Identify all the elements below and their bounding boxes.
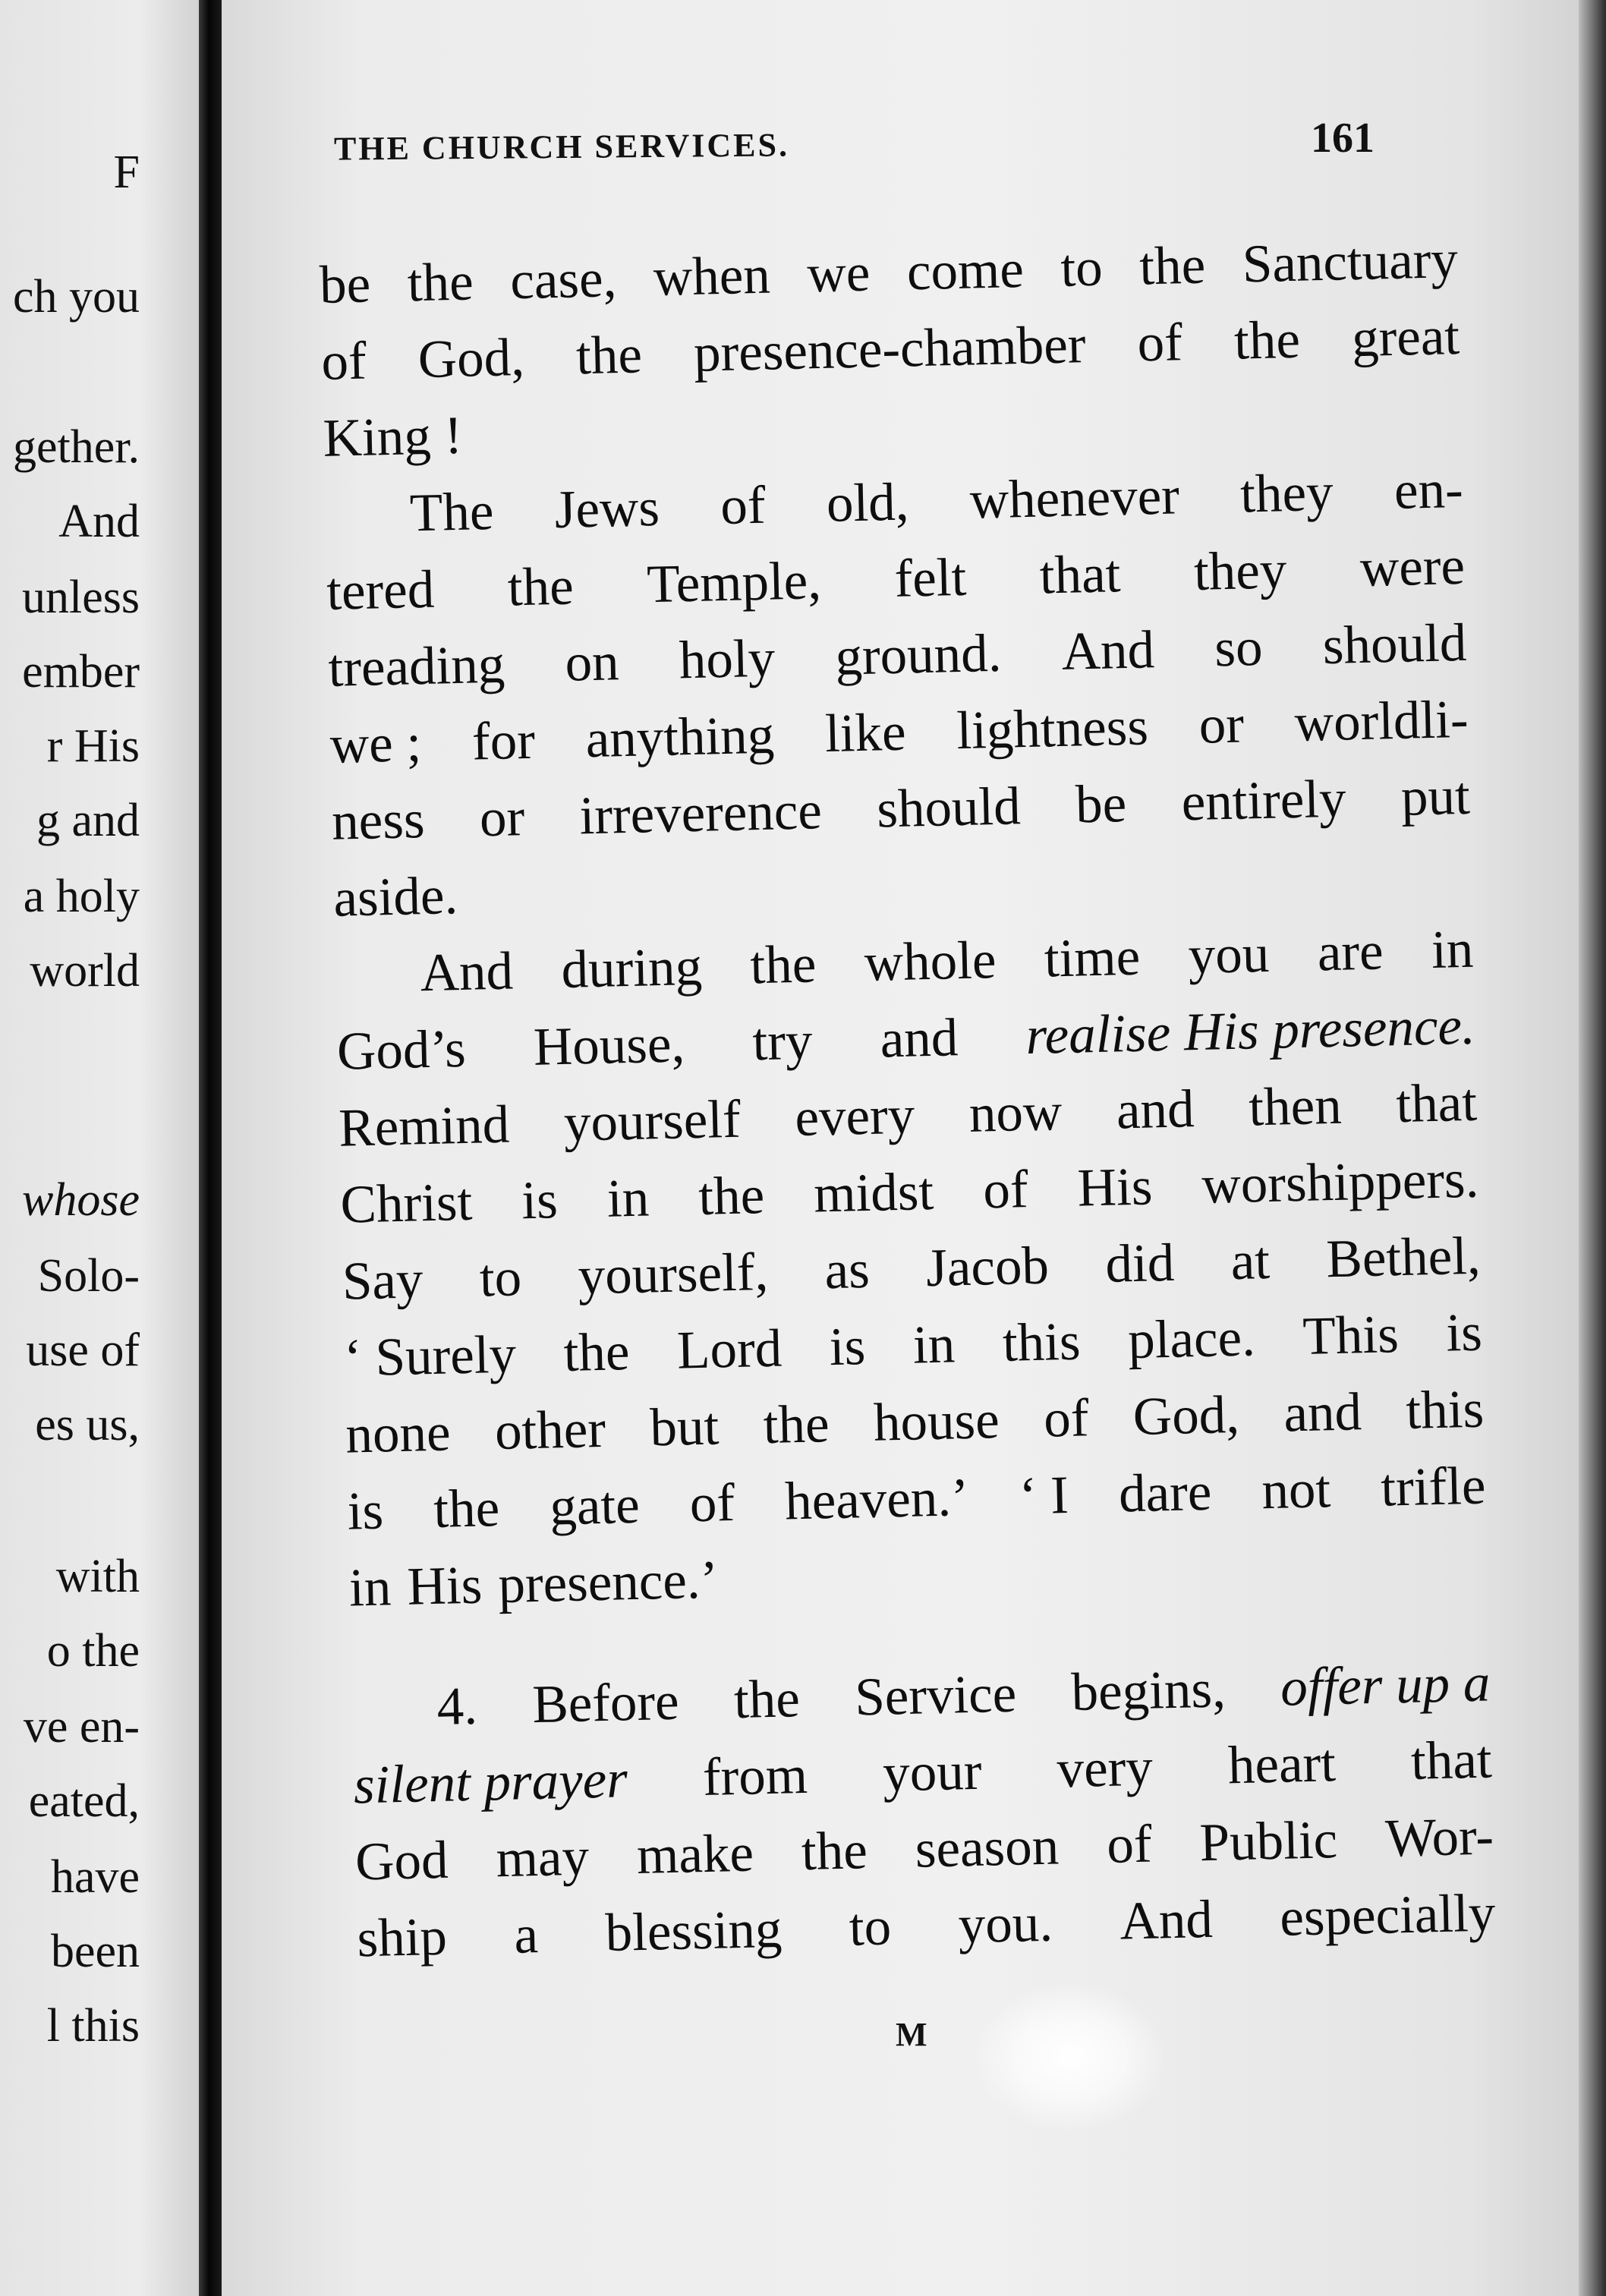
word: be xyxy=(1075,774,1128,835)
word: offer up a xyxy=(1280,1653,1491,1718)
word: blessing xyxy=(604,1899,783,1963)
word: of xyxy=(688,1473,735,1534)
word: is xyxy=(521,1170,559,1231)
word: of xyxy=(1136,313,1183,373)
word: aside. xyxy=(332,866,458,928)
word: the xyxy=(506,556,575,618)
word: you xyxy=(1187,924,1271,986)
word: should xyxy=(876,776,1022,839)
word: King ! xyxy=(322,405,463,468)
word: of xyxy=(1043,1388,1090,1449)
word: come xyxy=(906,239,1025,302)
left-page-line: with xyxy=(55,1551,140,1602)
word: not xyxy=(1261,1460,1332,1521)
word: entirely xyxy=(1180,769,1347,833)
word: Christ xyxy=(339,1172,474,1235)
left-page-line: ember xyxy=(22,646,140,698)
word: every xyxy=(794,1085,915,1148)
word: Sanctuary xyxy=(1241,229,1459,294)
left-page xyxy=(0,0,199,2296)
word: is xyxy=(346,1481,385,1542)
word: irreverence xyxy=(578,781,823,846)
word: then xyxy=(1248,1076,1343,1138)
word: that xyxy=(1395,1072,1478,1135)
word: worldli- xyxy=(1293,689,1469,753)
word: and xyxy=(1283,1382,1362,1444)
word: presence-chamber xyxy=(693,315,1087,383)
word: or xyxy=(1198,694,1245,755)
word: should xyxy=(1321,613,1468,676)
word: at xyxy=(1230,1230,1271,1292)
word: as xyxy=(823,1239,871,1301)
word: Remind xyxy=(338,1094,510,1158)
word: ground. xyxy=(834,623,1003,687)
left-page-line: ve en- xyxy=(23,1701,140,1753)
left-page-line: a holy xyxy=(23,871,140,922)
word: like xyxy=(824,702,907,764)
word: this xyxy=(1405,1379,1485,1441)
word: presence.’ xyxy=(497,1550,720,1615)
word: ‘ I xyxy=(1018,1466,1069,1526)
word: midst xyxy=(813,1161,935,1224)
word: we xyxy=(806,243,871,304)
word: the xyxy=(406,252,474,313)
word: lightness xyxy=(956,697,1149,761)
left-page-line: Solo- xyxy=(37,1250,140,1302)
word: did xyxy=(1104,1233,1176,1294)
word: so xyxy=(1214,617,1264,679)
word: And xyxy=(419,941,514,1003)
word: ‘ Surely xyxy=(343,1324,517,1388)
word: old, xyxy=(826,472,910,534)
word: is xyxy=(1445,1302,1483,1363)
word: yourself xyxy=(563,1089,742,1153)
word: in xyxy=(348,1557,392,1618)
word: felt xyxy=(893,547,968,609)
word: begins, xyxy=(1070,1659,1227,1722)
word: the xyxy=(749,934,817,996)
word: none xyxy=(345,1403,452,1465)
word: we ; xyxy=(329,713,423,775)
word: realise His presence. xyxy=(1025,996,1476,1066)
left-page-line: whose xyxy=(22,1174,140,1226)
word: time xyxy=(1044,927,1141,989)
word: tered xyxy=(326,559,436,622)
word: your xyxy=(882,1741,983,1803)
word: but xyxy=(649,1397,720,1458)
word: Jacob xyxy=(925,1236,1050,1299)
word: a xyxy=(513,1905,539,1965)
word: God xyxy=(354,1830,449,1892)
word: gate xyxy=(549,1475,641,1537)
word: other xyxy=(494,1399,606,1462)
word: And xyxy=(1119,1889,1214,1951)
word: when xyxy=(653,245,771,307)
word: in xyxy=(912,1315,956,1375)
word: you. xyxy=(957,1893,1053,1955)
left-page-line: use of xyxy=(26,1324,140,1376)
word: The xyxy=(409,481,495,543)
word: and xyxy=(879,1008,959,1069)
word: on xyxy=(564,632,620,693)
word: that xyxy=(1039,544,1122,606)
word: trifle xyxy=(1380,1456,1487,1518)
word: are xyxy=(1316,921,1384,983)
word: to xyxy=(1060,238,1104,298)
word: ship xyxy=(356,1907,448,1969)
left-page-line: been xyxy=(50,1926,140,1977)
word: His xyxy=(406,1555,483,1617)
light-glare xyxy=(971,1981,1169,2133)
word: worshippers. xyxy=(1201,1149,1480,1215)
word: make xyxy=(636,1823,754,1886)
word: place. xyxy=(1127,1308,1256,1371)
word: the xyxy=(698,1166,766,1227)
left-page-line: unless xyxy=(22,572,140,623)
word: and xyxy=(1116,1079,1195,1141)
word: This xyxy=(1302,1305,1400,1366)
left-page-line: gether. xyxy=(13,421,140,473)
word: the xyxy=(575,325,643,386)
word: the xyxy=(1233,310,1301,371)
word: of xyxy=(720,475,767,537)
word: very xyxy=(1056,1737,1154,1800)
word: of xyxy=(1106,1814,1153,1875)
word: House, xyxy=(533,1014,686,1077)
left-page-line: ch you xyxy=(12,271,140,323)
word: during xyxy=(560,937,703,1000)
word: try xyxy=(751,1011,814,1072)
word: God’s xyxy=(336,1019,467,1082)
word: holy xyxy=(679,628,776,691)
page-number: 161 xyxy=(1311,115,1375,162)
left-page-line: And xyxy=(58,496,140,547)
left-page-line: F xyxy=(113,146,140,198)
word: were xyxy=(1359,536,1466,598)
word: is xyxy=(828,1317,867,1378)
word: Lord xyxy=(676,1318,783,1381)
running-head: THE CHURCH SERVICES. xyxy=(333,126,790,168)
word: anything xyxy=(584,705,776,770)
word: especially xyxy=(1279,1883,1497,1948)
word: His xyxy=(1076,1157,1154,1218)
book-gutter xyxy=(199,0,222,2296)
word: of xyxy=(982,1160,1029,1220)
word: they xyxy=(1193,540,1288,602)
left-page-line: l this xyxy=(46,2000,140,2052)
word: Wor- xyxy=(1384,1806,1494,1869)
word: house xyxy=(873,1391,1000,1453)
page-edge-shadow xyxy=(1579,0,1606,2296)
word: the xyxy=(562,1322,631,1384)
word: may xyxy=(495,1827,590,1889)
word: heart xyxy=(1227,1734,1337,1796)
word: Service xyxy=(854,1664,1018,1728)
word: Before xyxy=(531,1671,680,1735)
word: now xyxy=(968,1082,1063,1144)
left-page-line: g and xyxy=(36,795,140,846)
word: from xyxy=(702,1745,808,1808)
word: the xyxy=(762,1394,830,1456)
word: case, xyxy=(509,249,618,311)
word: God, xyxy=(1132,1384,1240,1447)
word: in xyxy=(1431,919,1475,980)
word: this xyxy=(1002,1312,1082,1373)
word: great xyxy=(1351,306,1460,369)
left-page-line: o the xyxy=(46,1625,140,1677)
left-page-line: es us, xyxy=(35,1399,140,1450)
word: ness xyxy=(331,790,426,852)
word: in xyxy=(606,1168,650,1229)
word: 4. xyxy=(436,1676,478,1737)
word: silent prayer xyxy=(353,1750,628,1816)
word: God, xyxy=(417,327,525,390)
word: Jews xyxy=(553,477,660,540)
word: put xyxy=(1400,766,1471,827)
word: for xyxy=(471,710,536,772)
body-text xyxy=(319,222,1496,1977)
word: the xyxy=(733,1669,801,1731)
word: And xyxy=(1060,620,1155,682)
word: whenever xyxy=(968,466,1180,531)
word: yourself, xyxy=(577,1242,769,1306)
word: season xyxy=(915,1816,1060,1879)
left-page-line: eated, xyxy=(28,1775,140,1827)
word: they xyxy=(1239,462,1334,524)
word: to xyxy=(849,1897,892,1957)
word: of xyxy=(320,331,367,392)
word: the xyxy=(433,1479,500,1539)
word: the xyxy=(801,1821,868,1882)
left-page-line: r His xyxy=(46,720,140,772)
word: heaven.’ xyxy=(784,1468,970,1532)
signature-mark: M xyxy=(896,2016,927,2053)
word: Temple, xyxy=(646,551,822,615)
word: dare xyxy=(1118,1462,1213,1524)
word: the xyxy=(1138,235,1206,297)
word: to xyxy=(479,1248,523,1309)
word: be xyxy=(319,254,372,315)
word: Say xyxy=(342,1250,424,1312)
left-page-line: have xyxy=(50,1851,140,1903)
word: that xyxy=(1410,1730,1493,1791)
word: Public xyxy=(1198,1810,1338,1873)
word: en- xyxy=(1393,459,1464,521)
word: treading xyxy=(327,635,506,698)
word: or xyxy=(479,788,525,849)
word: whole xyxy=(863,931,997,993)
left-page-line: world xyxy=(30,945,140,997)
word: Bethel, xyxy=(1325,1226,1482,1290)
